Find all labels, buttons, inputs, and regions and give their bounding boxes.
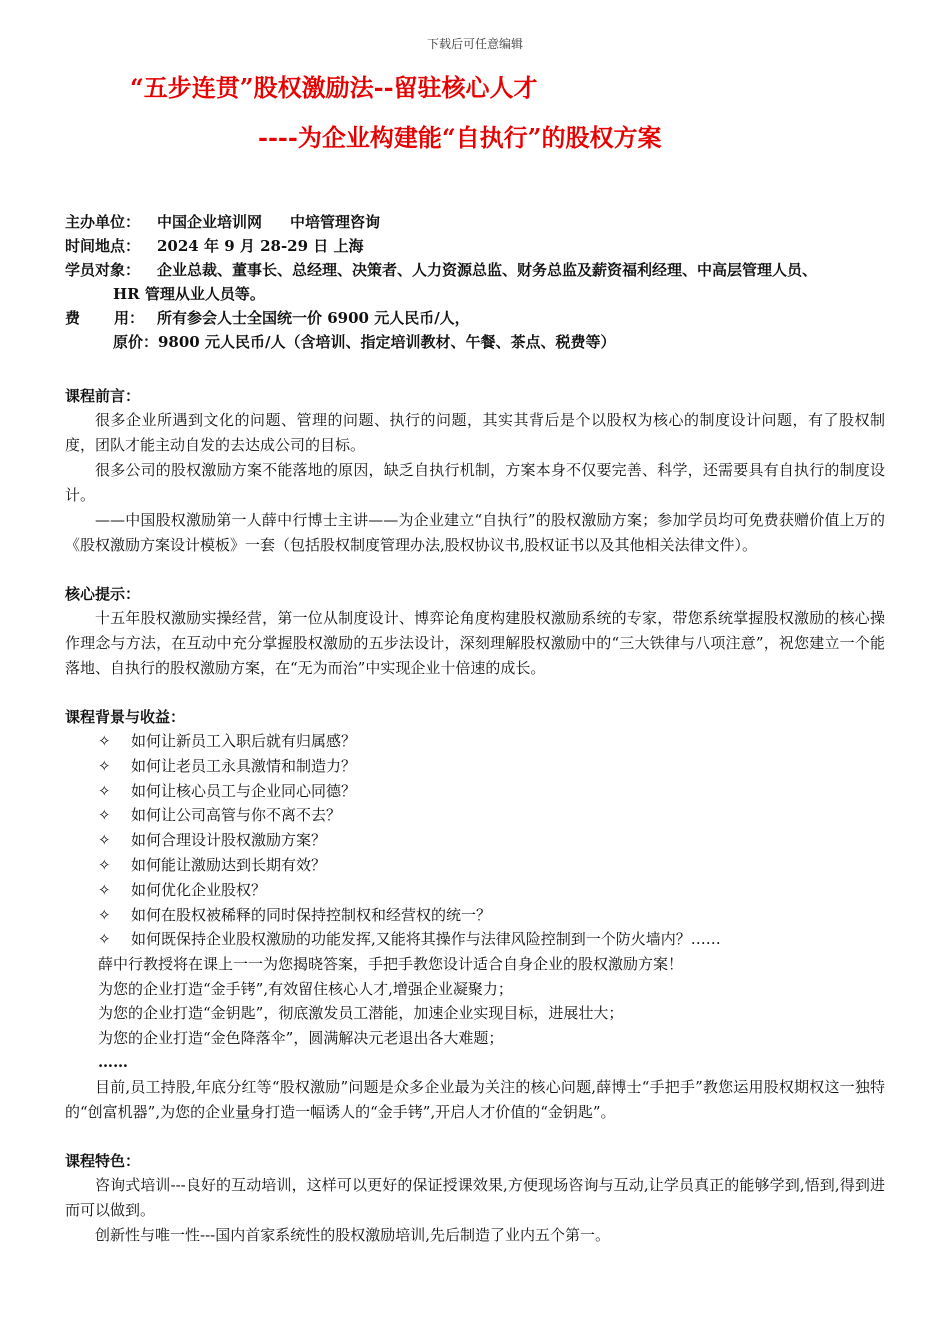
list-item: ✧ 如何既保持企业股权激励的功能发挥,又能将其操作与法律风险控制到一个防火墙内？…… xyxy=(65,927,885,952)
audience-line1: 企业总裁、董事长、总经理、决策者、人力资源总监、财务总监及薪资福利经理、中高层管理人员、 xyxy=(157,261,818,279)
list-item: ✧ 如何合理设计股权激励方案？ xyxy=(65,828,885,853)
time-label: 时间地点： xyxy=(65,237,141,255)
preface-paragraph-1: 很多企业所遇到文化的问题、管理的问题、执行的问题，其实其背后是个以股权为核心的制度设计问题，有了股权制度，团队才能主动自发的去达成公司的目标。 xyxy=(65,411,885,454)
course-info xyxy=(65,210,895,354)
diamond-bullet-icon: ✧ xyxy=(98,781,111,800)
time-value: 2024 年 9 月 28-29 日 上海 xyxy=(157,237,364,255)
organizer-1: 中国企业培训网 xyxy=(157,213,263,231)
list-item: ✧ 如何能让激励达到长期有效？ xyxy=(65,853,885,878)
diamond-bullet-icon: ✧ xyxy=(98,806,111,825)
preface-paragraph-2: 很多公司的股权激励方案不能落地的原因，缺乏自执行机制，方案本身不仅要完善、科学，还需要具有自执行的制度设计。 xyxy=(65,461,885,504)
document-title: “五步连贯”股权激励法--留驻核心人才 xyxy=(130,73,538,102)
document-subtitle: ----为企业构建能“自执行”的股权方案 xyxy=(258,123,662,152)
background-title: 课程背景与收益： xyxy=(65,708,186,726)
audience-label: 学员对象： xyxy=(65,261,141,279)
diamond-bullet-icon: ✧ xyxy=(98,831,111,850)
diamond-bullet-icon: ✧ xyxy=(98,855,111,874)
fee-label-b: 用： xyxy=(114,309,145,327)
list-item: ✧ 如何让新员工入职后就有归属感？ xyxy=(65,729,885,754)
fee-line1: 所有参会人士全国统一价 6900 元人民币/人， xyxy=(157,309,470,327)
background-line-2: 为您的企业打造“金手铐”,有效留住核心人才,增强企业凝聚力； xyxy=(98,979,513,998)
list-item: ✧ 如何让公司高管与你不离不去？ xyxy=(65,803,885,828)
list-item: ✧ 如何在股权被稀释的同时保持控制权和经营权的统一？ xyxy=(65,903,885,928)
core-title: 核心提示： xyxy=(65,585,141,603)
diamond-bullet-icon: ✧ xyxy=(98,756,111,775)
fee-label-a: 费 xyxy=(65,309,81,327)
time-row xyxy=(65,234,895,258)
diamond-bullet-icon: ✧ xyxy=(98,732,111,750)
features-paragraph-2: 创新性与唯一性---国内首家系统性的股权激励培训,先后制造了业内五个第一。 xyxy=(95,1225,610,1244)
audience-row xyxy=(65,258,895,282)
audience-line2: HR 管理从业人员等。 xyxy=(113,285,265,303)
question-list xyxy=(65,729,885,952)
features-paragraph-1: 咨询式培训---良好的互动培训，这样可以更好的保证授课效果,方便现场咨询与互动,让学员真正的能够学到,悟到,得到进而可以做到。 xyxy=(65,1175,885,1219)
background-paragraph-end: 目前,员工持股,年底分红等“股权激励”问题是众多企业最为关注的核心问题,薛博士“手把手”教您运用股权期权这一独特的“创富机器”,为您的企业量身打造一幅诱人的“金手铐”,开启人才价值的“金钥匙”。 xyxy=(65,1077,885,1121)
fee-row xyxy=(65,306,895,330)
fee-line2: 原价：9800 元人民币/人（含培训、指定培训教材、午餐、茶点、税费等） xyxy=(113,333,616,351)
background-line-4: 为您的企业打造“金色降落伞”，圆满解决元老退出各大难题； xyxy=(98,1028,504,1047)
organizer-2: 中培管理咨询 xyxy=(290,213,381,231)
features-title: 课程特色： xyxy=(65,1151,141,1170)
list-item: ✧ 如何优化企业股权？ xyxy=(65,878,885,903)
header-note: 下载后可任意编辑 xyxy=(426,37,523,51)
core-paragraph: 十五年股权激励实操经营，第一位从制度设计、博弈论角度构建股权激励系统的专家，带您系统掌握股权激励的核心操作理念与方法，在互动中充分掌握股权激励的五步法设计，深刻理解股权激励中的“三大铁律与八项注意”，祝您建立一个能落地、自执行的股权激励方案，在“无为而治”中实现企业十倍速的成长。 xyxy=(65,609,885,677)
background-ellipsis: …… xyxy=(98,1053,128,1072)
main-content xyxy=(65,384,885,1248)
diamond-bullet-icon: ✧ xyxy=(98,880,111,899)
preface-title: 课程前言： xyxy=(65,387,141,405)
diamond-bullet-icon: ✧ xyxy=(98,930,111,949)
preface-paragraph-3: ——中国股权激励第一人薛中行博士主讲——为企业建立“自执行”的股权激励方案；参加学员均可免费获赠价值上万的《股权激励方案设计模板》一套（包括股权制度管理办法,股权协议书,股权证书以及其他相关法律文件）。 xyxy=(65,511,885,554)
list-item: ✧ 如何让老员工永具激情和制造力？ xyxy=(65,754,885,779)
organizer-row xyxy=(65,210,895,234)
diamond-bullet-icon: ✧ xyxy=(98,905,111,924)
list-item: ✧ 如何让核心员工与企业同心同德？ xyxy=(65,779,885,804)
background-line-3: 为您的企业打造“金钥匙”，彻底激发员工潜能，加速企业实现目标，进展壮大； xyxy=(98,1004,624,1023)
organizer-label: 主办单位： xyxy=(65,213,141,231)
background-line-1: 薛中行教授将在课上一一为您揭晓答案，手把手教您设计适合自身企业的股权激励方案！ xyxy=(98,955,684,974)
